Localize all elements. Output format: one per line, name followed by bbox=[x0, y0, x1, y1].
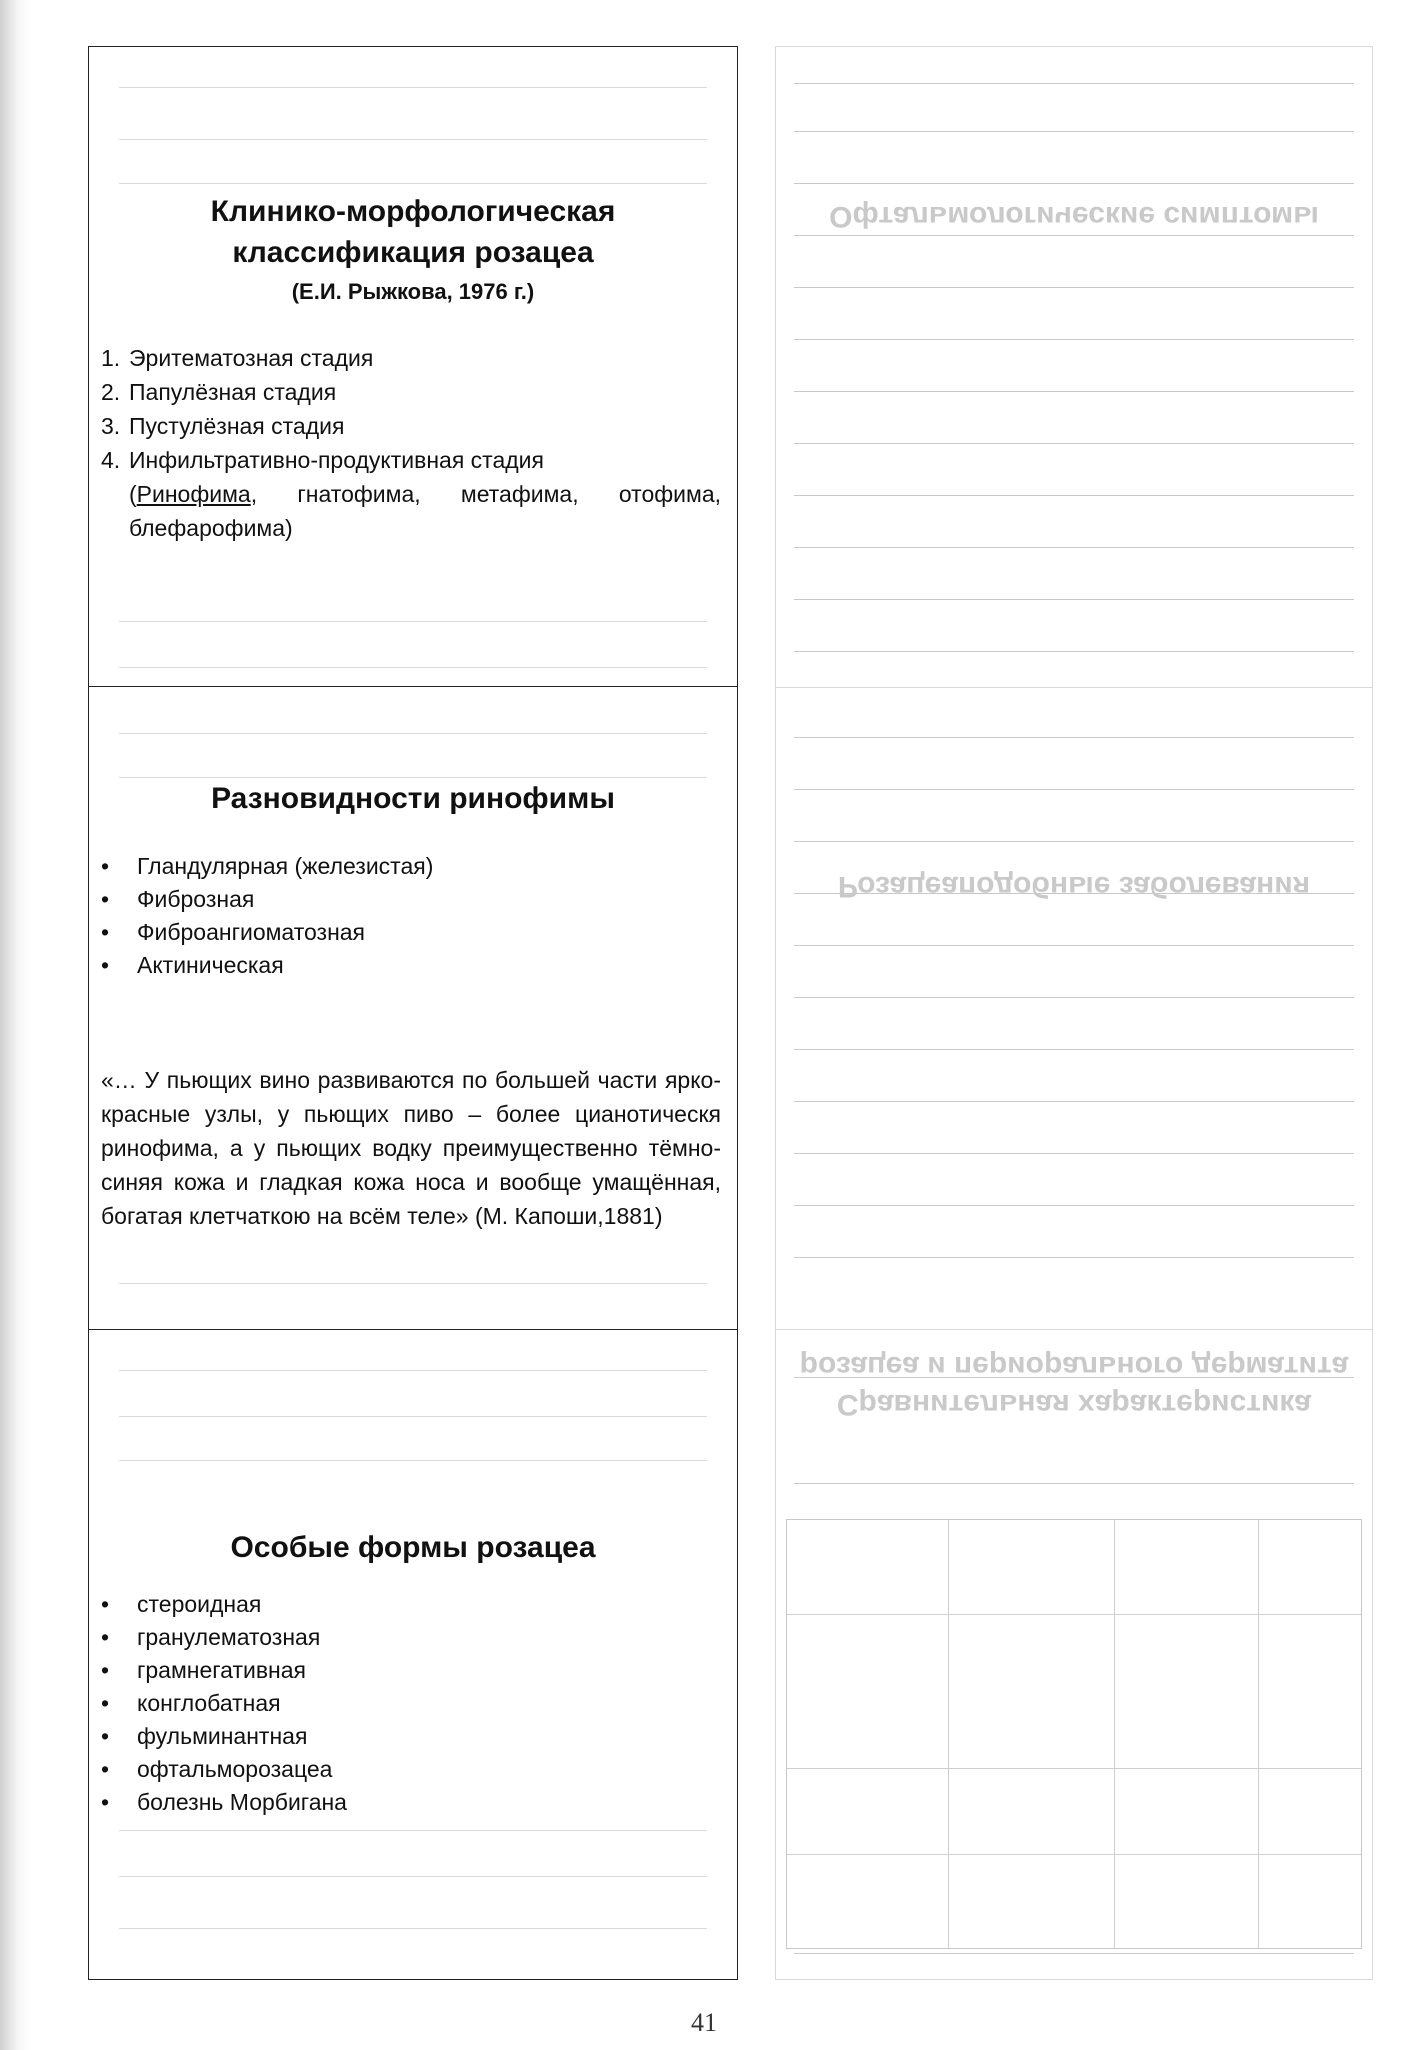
ruled-line bbox=[119, 1928, 707, 1929]
list-item bbox=[101, 883, 721, 916]
list-item bbox=[101, 1720, 721, 1753]
right-bleed-through-column bbox=[775, 46, 1373, 1980]
list-text: Папулёзная стадия bbox=[129, 379, 337, 405]
list-text: болезнь Морбигана bbox=[137, 1789, 347, 1815]
ruled-line bbox=[119, 1830, 707, 1831]
ruled-line bbox=[119, 667, 707, 668]
stage-4-label: Инфильтративно-продуктивная стадия bbox=[129, 447, 544, 473]
bullet-icon: • bbox=[101, 1624, 110, 1650]
bullet-icon: • bbox=[101, 919, 110, 945]
list-text: Эритематозная стадия bbox=[129, 345, 374, 371]
list-item bbox=[101, 409, 721, 443]
rhinophyma-title: Разновидности ринофимы bbox=[211, 782, 615, 815]
list-text: Фиброзная bbox=[137, 886, 255, 912]
table-divider bbox=[1258, 1520, 1259, 1948]
list-item bbox=[101, 949, 721, 982]
special-forms-list bbox=[101, 1588, 721, 1819]
list-item bbox=[101, 1786, 721, 1819]
ruled-line bbox=[794, 841, 1354, 842]
rhinophyma-term: Ринофима bbox=[136, 481, 251, 507]
list-text: конглобатная bbox=[137, 1690, 281, 1716]
list-item bbox=[101, 375, 721, 409]
ghost-title-ophthalmic: Офтальмологические симптомы bbox=[829, 200, 1319, 233]
list-item bbox=[101, 1753, 721, 1786]
bullet-icon: • bbox=[101, 1591, 110, 1617]
bullet-icon: • bbox=[101, 886, 110, 912]
card-divider bbox=[776, 1329, 1372, 1330]
ruled-line bbox=[794, 495, 1354, 496]
list-text: Гландулярная (железистая) bbox=[137, 853, 434, 879]
ruled-line bbox=[119, 1370, 707, 1371]
bullet-icon: • bbox=[101, 1690, 110, 1716]
ruled-line bbox=[794, 599, 1354, 600]
open-paren: ( bbox=[129, 481, 137, 507]
list-text: Пустулёзная стадия bbox=[129, 413, 345, 439]
list-item bbox=[101, 1687, 721, 1720]
classification-card bbox=[89, 47, 737, 686]
list-item bbox=[101, 850, 721, 883]
ruled-line bbox=[794, 1257, 1354, 1258]
card-divider bbox=[776, 687, 1372, 688]
list-number: 3. bbox=[101, 413, 121, 439]
bullet-icon: • bbox=[101, 1756, 110, 1782]
table-divider bbox=[787, 1768, 1361, 1769]
list-text: офтальморозацеа bbox=[137, 1756, 333, 1782]
ruled-line bbox=[119, 621, 707, 622]
ruled-line bbox=[794, 1205, 1354, 1206]
ruled-line bbox=[119, 1283, 707, 1284]
ruled-line bbox=[119, 733, 707, 734]
left-card-column bbox=[88, 46, 738, 1980]
list-item bbox=[101, 443, 721, 545]
list-item bbox=[101, 1621, 721, 1654]
list-number: 4. bbox=[101, 447, 121, 473]
list-item bbox=[101, 916, 721, 949]
ruled-line bbox=[794, 235, 1354, 236]
list-item bbox=[101, 1588, 721, 1621]
ruled-line bbox=[119, 183, 707, 184]
ruled-line bbox=[119, 1416, 707, 1417]
list-number: 2. bbox=[101, 379, 121, 405]
list-text: гранулематозная bbox=[137, 1624, 321, 1650]
ruled-line bbox=[794, 339, 1354, 340]
list-text: Фиброангиоматозная bbox=[137, 919, 366, 945]
list-item bbox=[101, 341, 721, 375]
list-text: Актиническая bbox=[137, 952, 284, 978]
ruled-line bbox=[119, 87, 707, 88]
bullet-icon: • bbox=[101, 1723, 110, 1749]
ruled-line bbox=[794, 443, 1354, 444]
classification-title-line2: классификация розацеа bbox=[232, 236, 594, 269]
ruled-line bbox=[794, 945, 1354, 946]
stage-4-line1 bbox=[129, 443, 721, 477]
kaposi-quote: «… У пьющих вино развиваются по большей части ярко-красные узлы, у пьющих пиво – более цианотическя ринофима, а у пьющих водку преимущественно тёмно-синяя кожа и гладкая кожа носа и вообще умащённая, богатая клетчаткою на всём теле» (М. Капоши,1881) bbox=[101, 1067, 721, 1229]
page-number: 41 bbox=[691, 2008, 717, 2037]
ruled-line bbox=[794, 1483, 1354, 1484]
page-edge-shadow bbox=[0, 0, 30, 2050]
list-number: 1. bbox=[101, 345, 121, 371]
ruled-line bbox=[794, 1101, 1354, 1102]
rhinophyma-card bbox=[89, 686, 737, 1329]
list-item bbox=[101, 1654, 721, 1687]
ruled-line bbox=[119, 1460, 707, 1461]
ruled-line bbox=[119, 139, 707, 140]
bullet-icon: • bbox=[101, 853, 110, 879]
ruled-line bbox=[794, 789, 1354, 790]
list-text bbox=[129, 443, 721, 545]
ruled-line bbox=[794, 737, 1354, 738]
ruled-line bbox=[794, 997, 1354, 998]
ruled-line bbox=[794, 391, 1354, 392]
bullet-icon: • bbox=[101, 952, 110, 978]
table-divider bbox=[948, 1520, 949, 1948]
list-text: грамнегативная bbox=[137, 1657, 306, 1683]
ruled-line bbox=[794, 1049, 1354, 1050]
ruled-line bbox=[119, 1876, 707, 1877]
ruled-line bbox=[794, 547, 1354, 548]
special-forms-title: Особые формы розацеа bbox=[230, 1531, 596, 1564]
stage-4-rest: , гнатофима, метафима, отофима, блефарофима) bbox=[129, 481, 721, 541]
ruled-line bbox=[794, 1953, 1354, 1954]
ghost-title-comparison: Сравнительная характеристика розацеа и периорального дерматита bbox=[799, 1350, 1349, 1421]
list-text: фульминантная bbox=[137, 1723, 308, 1749]
classification-title-line1: Клинико-морфологическая bbox=[210, 195, 616, 228]
special-forms-card bbox=[89, 1329, 737, 1981]
rhinophyma-list bbox=[101, 850, 721, 982]
table-divider bbox=[787, 1614, 1361, 1615]
bullet-icon: • bbox=[101, 1657, 110, 1683]
ruled-line bbox=[794, 83, 1354, 84]
table-divider bbox=[787, 1854, 1361, 1855]
list-text: стероидная bbox=[137, 1591, 262, 1617]
ghost-comparison-table bbox=[786, 1519, 1362, 1949]
bullet-icon: • bbox=[101, 1789, 110, 1815]
ruled-line bbox=[119, 777, 707, 778]
classification-subtitle: (Е.И. Рыжкова, 1976 г.) bbox=[291, 279, 535, 304]
table-divider bbox=[1114, 1520, 1115, 1948]
ruled-line bbox=[794, 183, 1354, 184]
ruled-line bbox=[794, 1153, 1354, 1154]
ruled-line bbox=[794, 287, 1354, 288]
ghost-title-rosacea-like: Розацеаподобные заболевания bbox=[837, 870, 1311, 903]
ruled-line bbox=[794, 131, 1354, 132]
stage-list bbox=[101, 341, 721, 545]
ruled-line bbox=[794, 651, 1354, 652]
